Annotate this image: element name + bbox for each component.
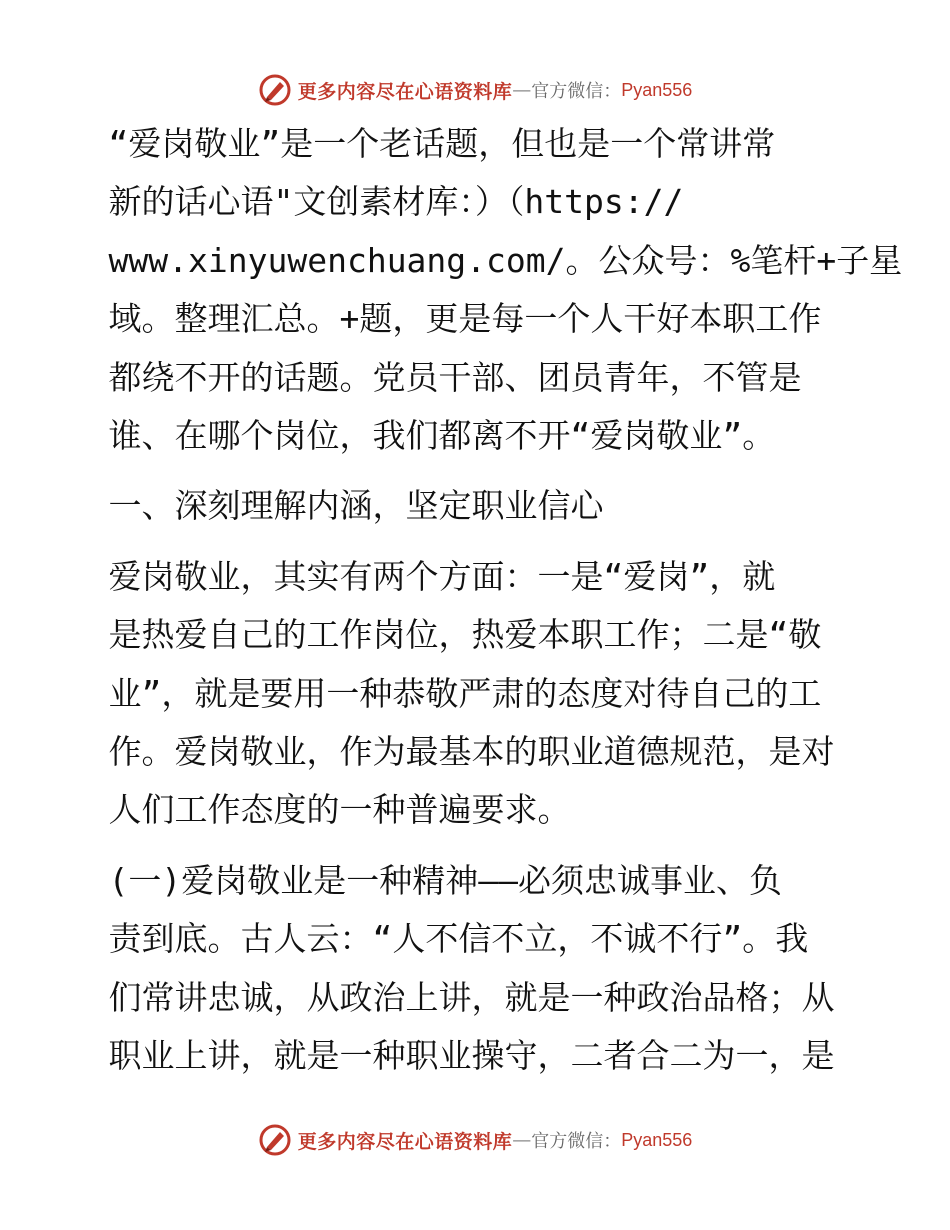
text-line: 业”，就是要用一种恭敬严肃的态度对待自己的工 bbox=[108, 673, 822, 713]
watermark-wechat-label: 官方微信： bbox=[531, 81, 622, 102]
text-line: 爱岗敬业，其实有两个方面：一是“爱岗”，就 bbox=[108, 556, 776, 596]
paragraph-intro bbox=[97, 115, 903, 465]
text-line: 域。整理汇总。+题，更是每一个人干好本职工作 bbox=[108, 299, 822, 339]
text-line: 职业上讲，就是一种职业操守，二者合二为一，是 bbox=[108, 1036, 835, 1076]
watermark-wechat-id: Pyan556 bbox=[621, 79, 693, 100]
watermark-wechat-label: 官方微信： bbox=[531, 1131, 622, 1152]
watermark-site-text: 更多内容尽在心语资料库 bbox=[297, 1130, 513, 1153]
text-line: 是热爱自己的工作岗位，热爱本职工作；二是“敬 bbox=[108, 615, 822, 655]
pen-logo-icon bbox=[258, 1123, 292, 1157]
text-line: “爱岗敬业”是一个老话题，但也是一个常讲常 bbox=[108, 124, 776, 163]
document-body bbox=[97, 115, 903, 1086]
heading-line: 一、深刻理解内涵，坚定职业信心 bbox=[108, 486, 604, 526]
watermark-separator: — bbox=[512, 1129, 532, 1151]
watermark-separator: — bbox=[512, 79, 532, 101]
text-line: 们常讲忠诚，从政治上讲，就是一种政治品格；从 bbox=[108, 977, 835, 1017]
text-line: (一)爱岗敬业是一种精神——必须忠诚事业、负 bbox=[108, 860, 783, 900]
text-line: 责到底。古人云：“人不信不立，不诚不行”。我 bbox=[108, 919, 809, 959]
paragraph-definition bbox=[97, 548, 857, 840]
watermark-wechat-id: Pyan556 bbox=[621, 1129, 693, 1150]
footer-watermark bbox=[0, 1120, 950, 1160]
section-heading bbox=[97, 477, 857, 535]
text-line: 作。爱岗敬业，作为最基本的职业道德规范，是对 bbox=[108, 732, 835, 772]
text-line: www.xinyuwenchuang.com/。公众号：%笔杆+子星 bbox=[108, 240, 903, 280]
paragraph-spirit bbox=[97, 852, 857, 1086]
header-watermark bbox=[0, 70, 950, 110]
text-line: 新的话心语"文创素材库：）（https:// bbox=[108, 182, 684, 222]
watermark-site-text: 更多内容尽在心语资料库 bbox=[297, 80, 513, 103]
text-line: 人们工作态度的一种普遍要求。 bbox=[108, 790, 571, 830]
text-line: 谁、在哪个岗位，我们都离不开“爱岗敬业”。 bbox=[108, 416, 776, 456]
pen-logo-icon bbox=[258, 73, 292, 107]
text-line: 都绕不开的话题。党员干部、团员青年，不管是 bbox=[108, 357, 802, 397]
